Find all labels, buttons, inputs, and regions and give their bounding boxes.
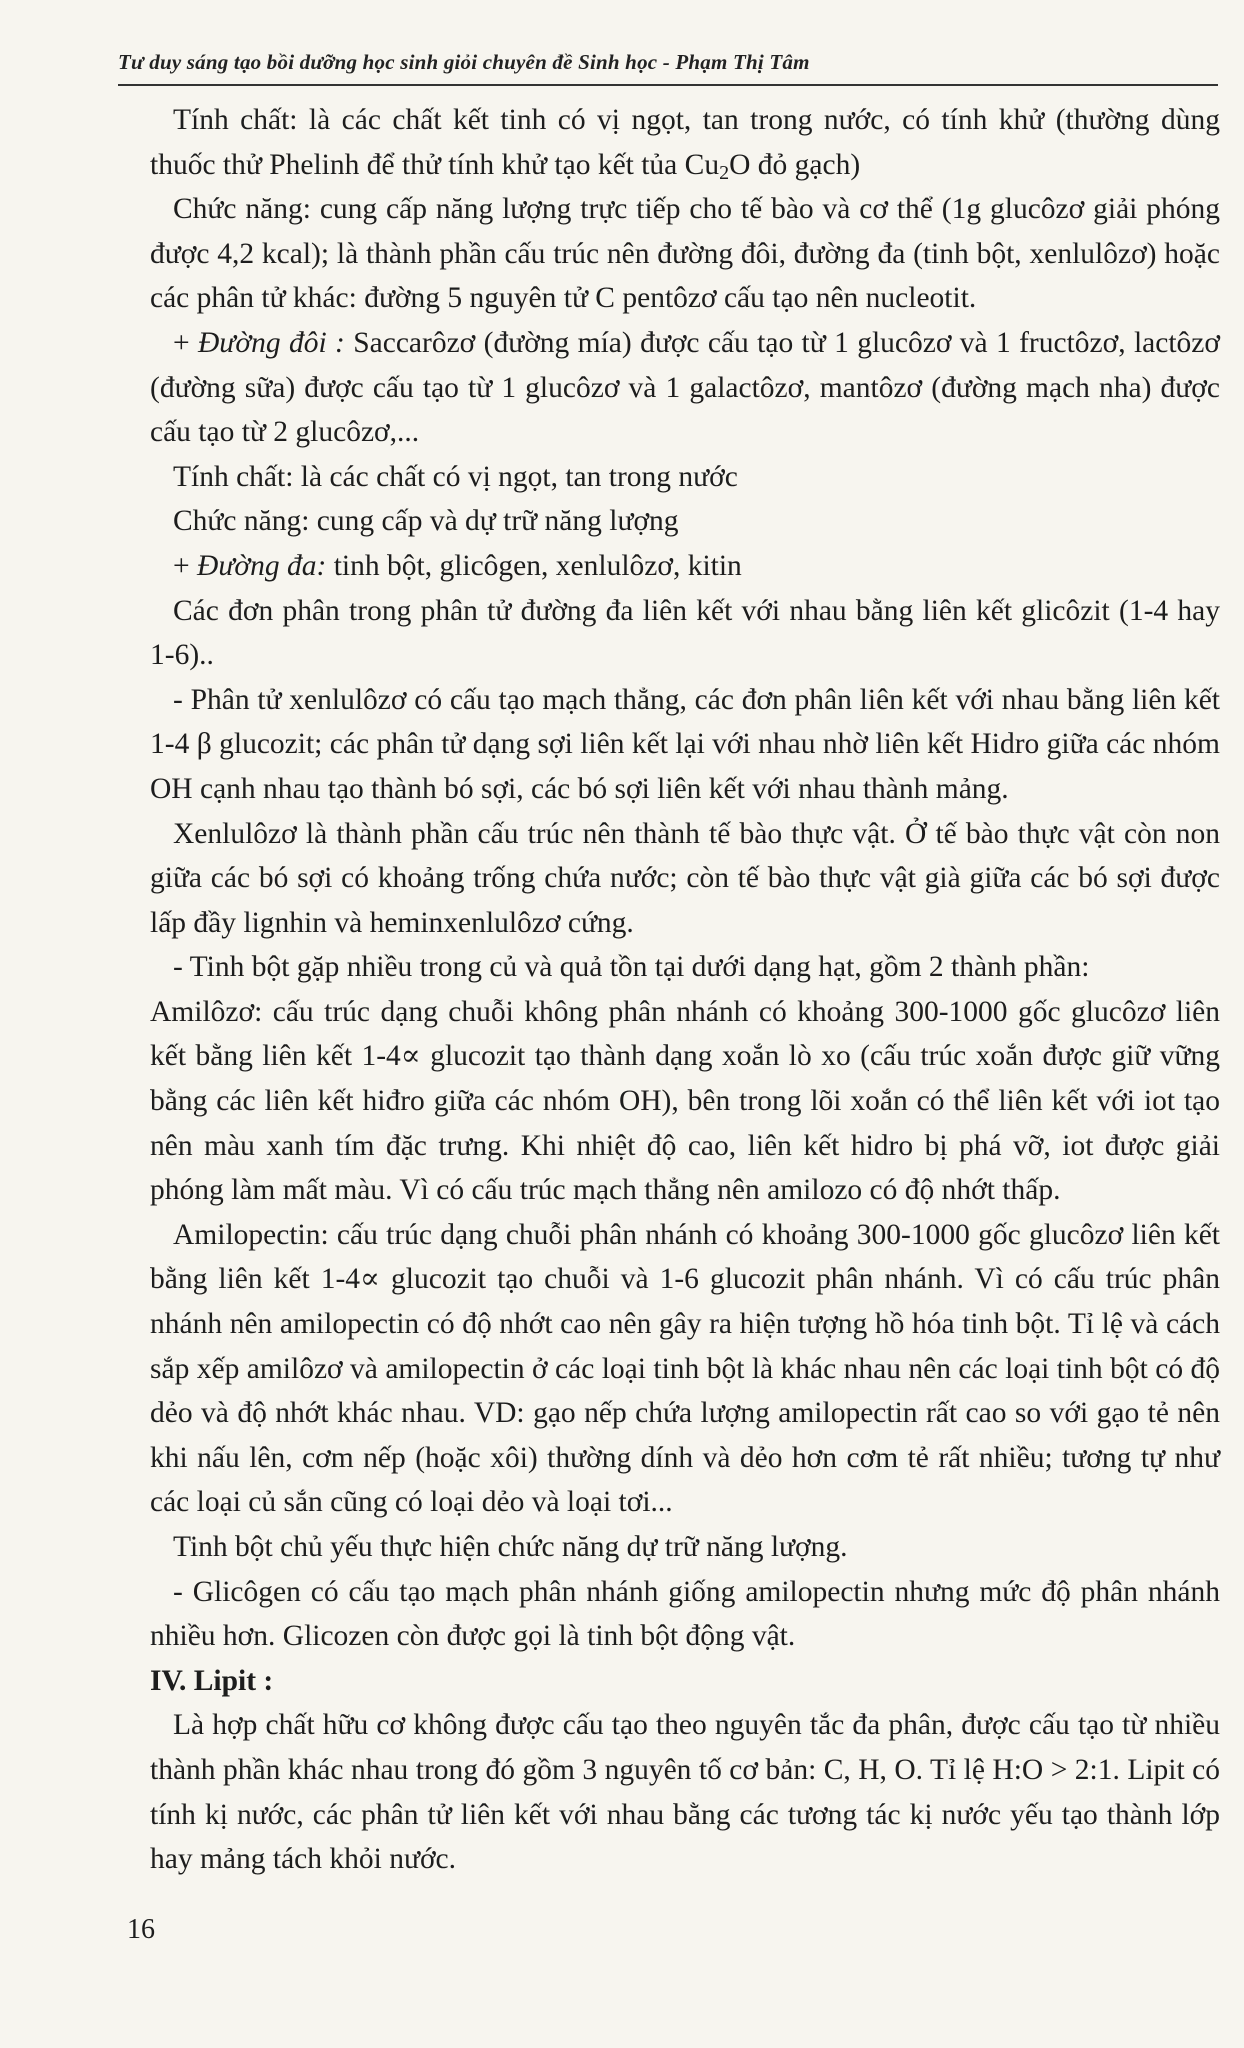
paragraph-duong-da bbox=[150, 544, 1220, 589]
paragraph-text: Saccarôzơ (đường mía) được cấu tạo từ 1 glucôzơ và 1 fructôzơ, lactôzơ (đường sữa) được cấu tạo từ 1 glucôzơ và 1 galactôzơ, mantôzơ (đường mạch nha) được cấu tạo từ 2 glucôzơ,... bbox=[150, 326, 1220, 449]
page-body bbox=[150, 98, 1220, 1882]
paragraph-text-tail: O đỏ gạch) bbox=[729, 148, 861, 181]
paragraph-duong-doi bbox=[150, 321, 1220, 455]
paragraph-xenlulozo-role: Xenlulôzơ là thành phần cấu trúc nên thành tế bào thực vật. Ở tế bào thực vật còn non giữa các bó sợi có khoảng trống chứa nước; còn tế bào thực vật già giữa các bó sợi được lấp đầy lignhin và heminxenlulôzơ cứng. bbox=[150, 817, 1220, 939]
paragraph-amilozo: Amilôzơ: cấu trúc dạng chuỗi không phân nhánh có khoảng 300-1000 gốc glucôzơ liên kết bằng liên kết 1-4∝ glucozit tạo thành dạng xoắn lò xo (cấu trúc xoắn được giữ vững bằng các liên kết hiđro giữa các nhóm OH), bên trong lõi xoắn có thể liên kết với iot tạo nên màu xanh tím đặc trưng. Khi nhiệt độ cao, liên kết hidro bị phá vỡ, iot được giải phóng làm mất màu. Vì có cấu trúc mạch thẳng nên amilozo có độ nhớt thấp. bbox=[150, 995, 1220, 1207]
paragraph-xenlulozo-structure: - Phân tử xenlulôzơ có cấu tạo mạch thẳng, các đơn phân liên kết với nhau bằng liên kết 1-4 β glucozit; các phân tử dạng sợi liên kết lại với nhau nhờ liên kết Hidro giữa các nhóm OH cạnh nhau tạo thành bó sợi, các bó sợi liên kết với nhau thành mảng. bbox=[150, 683, 1220, 805]
paragraph-chuc-nang-1: Chức năng: cung cấp năng lượng trực tiếp cho tế bào và cơ thể (1g glucôzơ giải phóng được 4,2 kcal); là thành phần cấu trúc nên đường đôi, đường đa (tinh bột, xenlulôzơ) hoặc các phân tử khác: đường 5 nguyên tử C pentôzơ cấu tạo nên nucleotit. bbox=[150, 193, 1220, 315]
paragraph-text: tinh bột, glicôgen, xenlulôzơ, kitin bbox=[326, 549, 742, 582]
bullet-prefix: + bbox=[173, 326, 198, 359]
paragraph-text: Tính chất: là các chất kết tinh có vị ngọt, tan trong nước, có tính khử (thường dùng thuốc thử Phelinh để thử tính khử tạo kết tủa Cu bbox=[150, 104, 1220, 181]
paragraph-tinh-bot-function: Tinh bột chủ yếu thực hiện chức năng dự trữ năng lượng. bbox=[173, 1531, 848, 1563]
paragraph-glicogen: - Glicôgen có cấu tạo mạch phân nhánh giống amilopectin nhưng mức độ phân nhánh nhiều hơn. Glicozen còn được gọi là tinh bột động vật. bbox=[150, 1575, 1220, 1653]
paragraph-tinh-chat-1 bbox=[150, 98, 1220, 187]
paragraph-amilopectin: Amilopectin: cấu trúc dạng chuỗi phân nhánh có khoảng 300-1000 gốc glucôzơ liên kết bằng liên kết 1-4∝ glucozit tạo chuỗi và 1-6 glucozit phân nhánh. Vì có cấu trúc phân nhánh nên amilopectin có độ nhớt cao nên gây ra hiện tượng hồ hóa tinh bột. Tỉ lệ và cách sắp xếp amilôzơ và amilopectin ở các loại tinh bột là khác nhau nên các loại tinh bột có độ dẻo và độ nhớt khác nhau. VD: gạo nếp chứa lượng amilopectin rất cao so với gạo tẻ nên khi nấu lên, cơm nếp (hoặc xôi) thường dính và dẻo hơn cơm tẻ rất nhiều; tương tự như các loại củ sắn cũng có loại dẻo và loại tơi... bbox=[150, 1218, 1220, 1519]
paragraph-chuc-nang-2: Chức năng: cung cấp và dự trữ năng lượng bbox=[173, 505, 679, 538]
section-heading-lipit: IV. Lipit : bbox=[150, 1664, 274, 1697]
running-header: Tư duy sáng tạo bồi dưỡng học sinh giỏi chuyên đề Sinh học - Phạm Thị Tâm bbox=[118, 50, 810, 74]
paragraph-lipit: Là hợp chất hữu cơ không được cấu tạo theo nguyên tắc đa phân, được cấu tạo từ nhiều thành phần khác nhau trong đó gồm 3 nguyên tố cơ bản: C, H, O. Tỉ lệ H:O > 2:1. Lipit có tính kị nước, các phân tử liên kết với nhau bằng các tương tác kị nước yếu tạo thành lớp hay mảng tách khỏi nước. bbox=[150, 1709, 1220, 1876]
term-label: Đường đôi : bbox=[198, 326, 345, 359]
bullet-prefix: + bbox=[173, 549, 198, 582]
paragraph-tinh-bot: - Tinh bột gặp nhiều trong củ và quả tồn tại dưới dạng hạt, gồm 2 thành phần: bbox=[173, 951, 1090, 984]
header-divider bbox=[118, 84, 1218, 86]
term-label: Đường đa: bbox=[197, 549, 327, 582]
subscript: 2 bbox=[719, 161, 730, 184]
page-number: 16 bbox=[127, 1914, 155, 1945]
paragraph-tinh-chat-2: Tính chất: là các chất có vị ngọt, tan trong nước bbox=[173, 460, 738, 493]
paragraph-don-phan: Các đơn phân trong phân tử đường đa liên kết với nhau bằng liên kết glicôzit (1-4 hay 1-6).. bbox=[150, 594, 1220, 672]
